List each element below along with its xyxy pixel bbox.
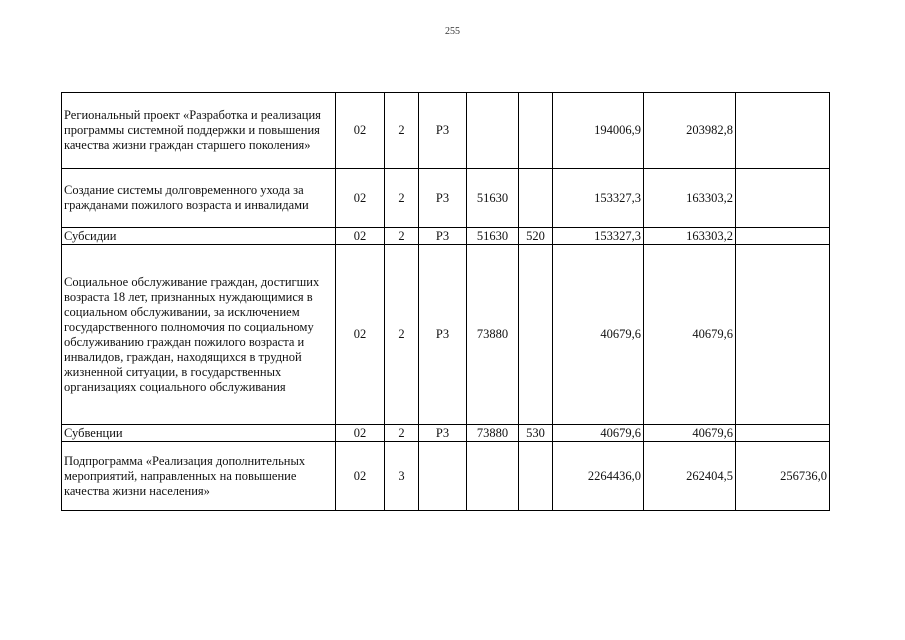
amount-3 — [736, 425, 830, 442]
direction-code — [467, 442, 519, 511]
program-code: 02 — [336, 93, 385, 169]
amount-3 — [736, 93, 830, 169]
expense-type-code — [519, 169, 553, 228]
amount-3 — [736, 245, 830, 425]
expense-type-code: 530 — [519, 425, 553, 442]
direction-code: 51630 — [467, 228, 519, 245]
subprogram-code: 2 — [385, 93, 419, 169]
amount-3: 256736,0 — [736, 442, 830, 511]
row-name: Региональный проект «Разработка и реализация программы системной поддержки и повышения качества жизни граждан старшего поколения» — [62, 93, 336, 169]
subprogram-code: 2 — [385, 169, 419, 228]
direction-code: 51630 — [467, 169, 519, 228]
row-name: Создание системы долговременного ухода за гражданами пожилого возраста и инвалидами — [62, 169, 336, 228]
table-row — [62, 169, 830, 228]
amount-1: 40679,6 — [553, 245, 644, 425]
program-code: 02 — [336, 228, 385, 245]
expense-type-code — [519, 245, 553, 425]
subprogram-code: 2 — [385, 245, 419, 425]
page-number: 255 — [445, 26, 460, 37]
project-code: P3 — [419, 169, 467, 228]
table-row — [62, 228, 830, 245]
table-row — [62, 93, 830, 169]
table-row — [62, 245, 830, 425]
row-name: Социальное обслуживание граждан, достигших возраста 18 лет, признанных нуждающимися в социальном обслуживании, за исключением государственного полномочия по социальному обслуживанию граждан пожилого возраста и инвалидов, граждан, находящихся в трудной жизненной ситуации, в государственных организациях социального обслуживания — [62, 245, 336, 425]
direction-code — [467, 93, 519, 169]
program-code: 02 — [336, 245, 385, 425]
table-row — [62, 442, 830, 511]
amount-3 — [736, 169, 830, 228]
amount-2: 40679,6 — [644, 245, 736, 425]
subprogram-code: 3 — [385, 442, 419, 511]
row-name: Субвенции — [62, 425, 336, 442]
program-code: 02 — [336, 169, 385, 228]
project-code: P3 — [419, 245, 467, 425]
amount-3 — [736, 228, 830, 245]
project-code: P3 — [419, 425, 467, 442]
amount-1: 194006,9 — [553, 93, 644, 169]
amount-1: 153327,3 — [553, 228, 644, 245]
expense-type-code: 520 — [519, 228, 553, 245]
direction-code: 73880 — [467, 245, 519, 425]
program-code: 02 — [336, 442, 385, 511]
amount-2: 203982,8 — [644, 93, 736, 169]
amount-1: 153327,3 — [553, 169, 644, 228]
amount-2: 40679,6 — [644, 425, 736, 442]
project-code: P3 — [419, 93, 467, 169]
budget-table — [61, 92, 830, 511]
amount-1: 40679,6 — [553, 425, 644, 442]
amount-2: 163303,2 — [644, 228, 736, 245]
expense-type-code — [519, 442, 553, 511]
program-code: 02 — [336, 425, 385, 442]
direction-code: 73880 — [467, 425, 519, 442]
amount-2: 163303,2 — [644, 169, 736, 228]
row-name: Подпрограмма «Реализация дополнительных мероприятий, направленных на повышение качества жизни населения» — [62, 442, 336, 511]
row-name: Субсидии — [62, 228, 336, 245]
expense-type-code — [519, 93, 553, 169]
project-code — [419, 442, 467, 511]
subprogram-code: 2 — [385, 425, 419, 442]
amount-1: 2264436,0 — [553, 442, 644, 511]
project-code: P3 — [419, 228, 467, 245]
amount-2: 262404,5 — [644, 442, 736, 511]
subprogram-code: 2 — [385, 228, 419, 245]
table-row — [62, 425, 830, 442]
